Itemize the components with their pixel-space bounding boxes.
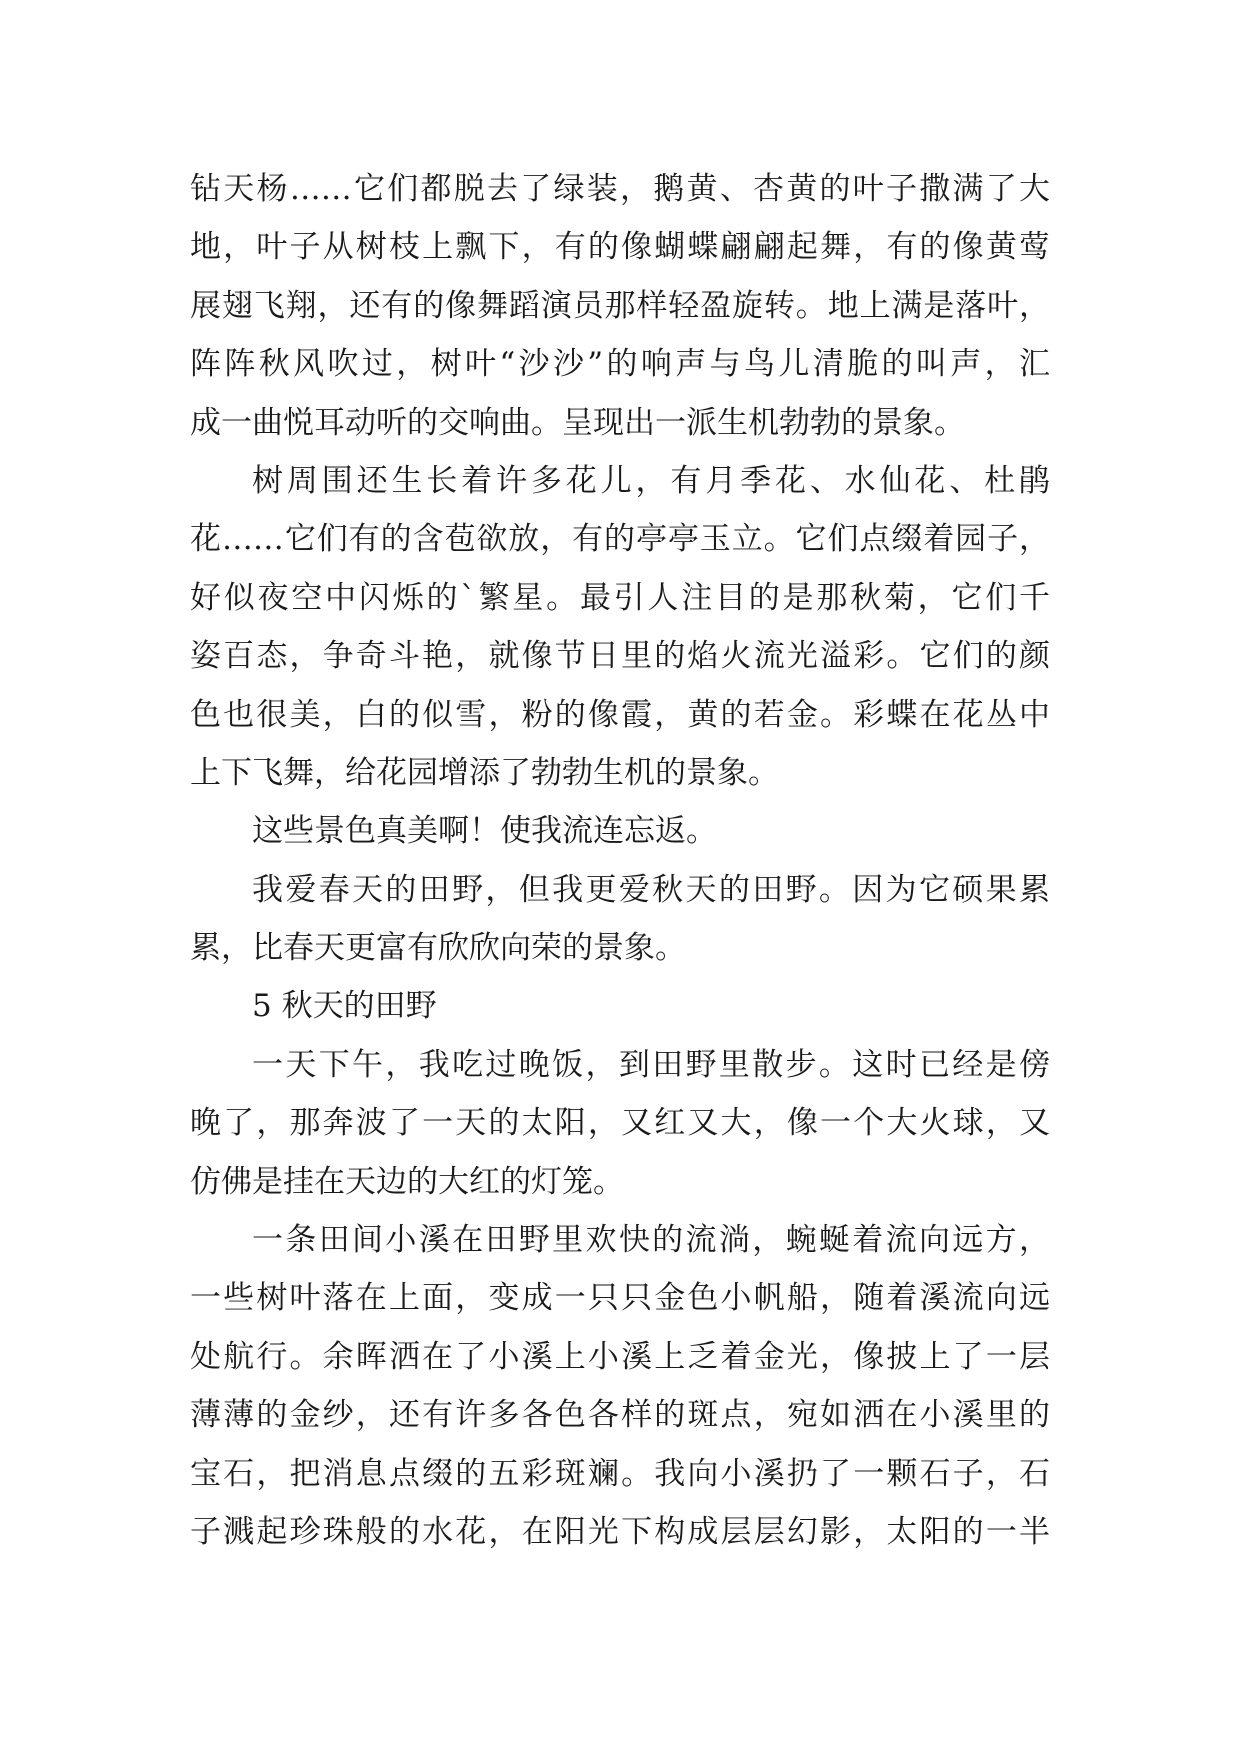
text-line-7: 花……它们有的含苞欲放，有的亭亭玉立。它们点缀着园子， (190, 521, 1050, 558)
text-line-9: 姿百态，争奇斗艳，就像节日里的焰火流光溢彩。它们的颜 (190, 638, 1050, 675)
text-line-10: 色也很美，白的似雪，粉的像霞，黄的若金。彩蝶在花丛中 (190, 696, 1050, 733)
text-line-2: 地，叶子从树枝上飘下，有的像蝴蝶翩翩起舞，有的像黄莺 (190, 229, 1050, 266)
text-line-18: 仿佛是挂在天边的大红的灯笼。 (190, 1163, 624, 1200)
text-line-4: 阵阵秋风吹过，树叶“沙沙”的响声与鸟儿清脆的叫声，汇 (190, 346, 1050, 383)
text-line-12: 这些景色真美啊！使我流连忘返。 (252, 813, 717, 850)
text-line-16: 一天下午，我吃过晚饭，到田野里散步。这时已经是傍 (252, 1046, 1050, 1083)
text-line-13: 我爱春天的田野，但我更爱秋天的田野。因为它硕果累 (252, 871, 1050, 908)
text-line-11: 上下飞舞，给花园增添了勃勃生机的景象。 (190, 754, 779, 791)
text-line-24: 子溅起珍珠般的水花，在阳光下构成层层幻影，太阳的一半 (190, 1513, 1050, 1550)
text-line-14: 累，比春天更富有欣欣向荣的景象。 (190, 930, 686, 967)
text-line-20: 一些树叶落在上面，变成一只只金色小帆船，随着溪流向远 (190, 1280, 1050, 1317)
text-line-1: 钻天杨……它们都脱去了绿装，鹅黄、杏黄的叶子撒满了大 (190, 171, 1050, 207)
text-line-6: 树周围还生长着许多花儿，有月季花、水仙花、杜鹃 (252, 462, 1050, 499)
text-line-21: 处航行。余晖洒在了小溪上小溪上乏着金光，像披上了一层 (190, 1338, 1050, 1375)
section-heading: 5 秋天的田野 (252, 988, 437, 1025)
text-line-19: 一条田间小溪在田野里欢快的流淌，蜿蜒着流向远方， (252, 1222, 1050, 1259)
text-line-17: 晚了，那奔波了一天的太阳，又红又大，像一个大火球，又 (190, 1105, 1050, 1142)
text-line-8: 好似夜空中闪烁的`繁星。最引人注目的是那秋菊，它们千 (190, 579, 1050, 616)
text-line-3: 展翅飞翔，还有的像舞蹈演员那样轻盈旋转。地上满是落叶， (190, 287, 1050, 324)
body-text (190, 160, 1050, 1561)
text-line-22: 薄薄的金纱，还有许多各色各样的斑点，宛如洒在小溪里的 (190, 1397, 1050, 1434)
text-line-23: 宝石，把消息点缀的五彩斑斓。我向小溪扔了一颗石子，石 (190, 1455, 1050, 1492)
text-line-5: 成一曲悦耳动听的交响曲。呈现出一派生机勃勃的景象。 (190, 404, 965, 441)
